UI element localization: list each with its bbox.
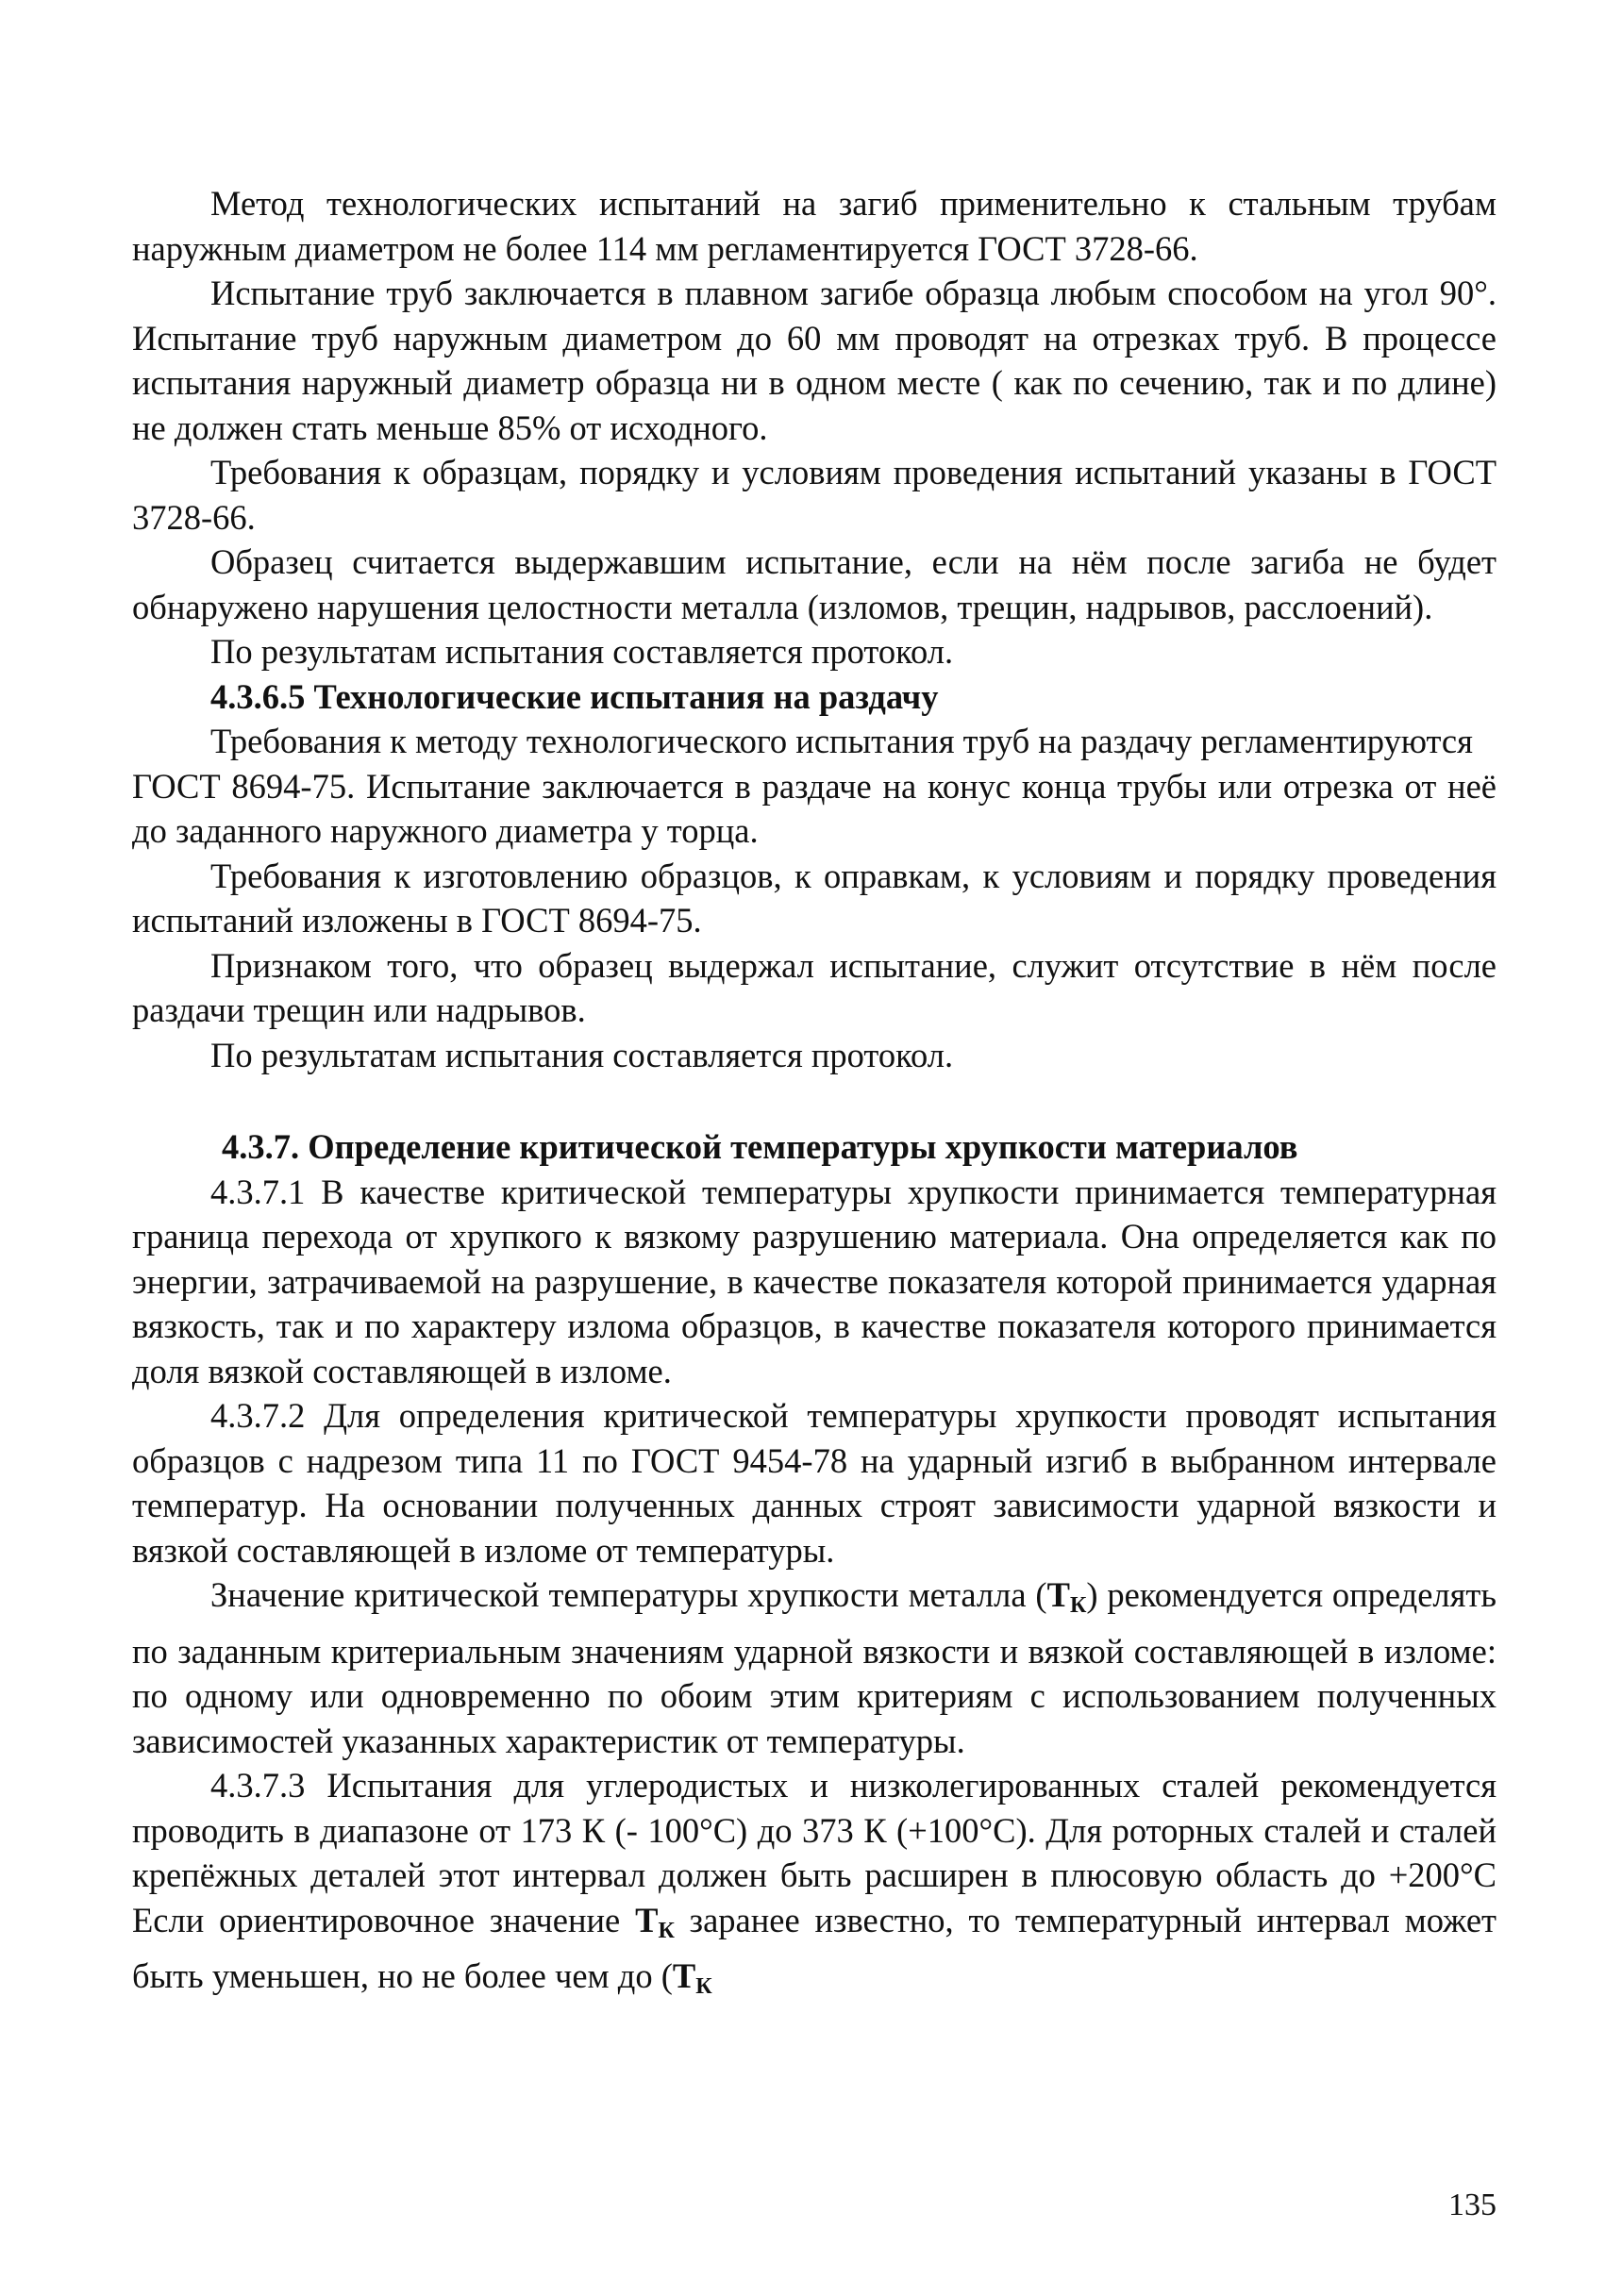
paragraph-4-3-7-1: 4.3.7.1 В качестве критической температуры хрупкости принимается температурная граница перехода от хрупкого к вязкому разрушению материала. Она определяется как по энергии, затрачиваемой на разрушение, в качестве показателя которой принимается ударная вязкость, так и по характеру излома образцов, в качестве показателя которого принимается доля вязкой составляющей в изломе.	[132, 1172, 1497, 1390]
paragraph-4-3-7-3	[132, 1763, 1497, 2010]
paragraph-4-3-7-2: 4.3.7.2 Для определения критической температуры хрупкости проводят испытания образцов с надрезом типа 11 по ГОСТ 9454-78 на ударный изгиб в выбранном интервале температур. На основании полученных данных строят зависимости ударной вязкости и вязкой составляющей в изломе от температуры.	[132, 1396, 1497, 1570]
paragraph-bend-test-method: Метод технологических испытаний на загиб применительно к стальным трубам наружным диаметром не более 114 мм регламентируется ГОСТ 3728-66.	[132, 184, 1497, 268]
paragraph-bend-test-requirements: Требования к образцам, порядку и условиям проведения испытаний указаны в ГОСТ 3728-66.	[132, 453, 1497, 537]
text-fragment: Значение критической температуры хрупкости металла (	[210, 1575, 1047, 1614]
symbol-tk: $Т_К$	[672, 1956, 712, 1999]
paragraph-bend-test-procedure: Испытание труб заключается в плавном загибе образца любым способом на угол 90°. Испытание труб наружным диаметром до 60 мм проводят на отрезках труб. В процессе испытания наружный диаметр образца ни в одном месте ( как по сечению, так и по длине) не должен стать меньше 85% от исходного.	[132, 274, 1497, 447]
text-fragment: заранее известно, то температурный интервал может быть уменьшен, но не более чем до (	[132, 1900, 1497, 1995]
page-number: 135	[1448, 2188, 1497, 2222]
paragraph-expansion-test-pass-criteria: Признаком того, что образец выдержал испытание, служит отсутствие в нём после раздачи трещин или надрывов.	[132, 945, 1497, 1029]
paragraph-expansion-test-requirements: Требования к методу технологического испытания труб на раздачу регламентируются	[210, 722, 1473, 760]
paragraph-bend-test-pass-criteria: Образец считается выдержавшим испытание, если на нём после загиба не будет обнаружено нарушения целостности металла (изломов, трещин, надрывов, расслоений).	[132, 542, 1497, 626]
paragraph-expansion-test-protocol: По результатам испытания составляется протокол.	[210, 1035, 954, 1074]
paragraph-critical-temperature-value	[132, 1572, 1497, 1763]
paragraph-bend-test-protocol: По результатам испытания составляется протокол.	[210, 632, 954, 671]
paragraph-expansion-test-specimens: Требования к изготовлению образцов, к оправкам, к условиям и порядку проведения испытаний изложены в ГОСТ 8694-75.	[132, 856, 1497, 940]
symbol-tk: $Т_К$	[1046, 1575, 1087, 1618]
symbol-tk: $Т_К$	[635, 1900, 675, 1943]
section-spacer	[132, 1077, 1497, 1124]
section-heading-brittleness-temperature: 4.3.7. Определение критической температуры хрупкости материалов	[222, 1127, 1298, 1166]
text-fragment: 4.3.7.3 Испытания для углеродистых и низколегированных сталей рекомендуется проводить в диапазоне от 173 К (- 100°С) до 373 К (+100°С). Для роторных сталей и сталей крепёжных деталей этот интервал должен быть расширен в плюсовую область до +200°С Если ориентировочное значение	[132, 1766, 1497, 1939]
section-heading-expansion-test: 4.3.6.5 Технологические испытания на раздачу	[210, 676, 939, 716]
paragraph-expansion-test-gost: ГОСТ 8694-75. Испытание заключается в раздаче на конус конца трубы или отрезка от неё до заданного наружного диаметра у торца.	[132, 766, 1497, 850]
text-fragment: ) рекомендуется определять по заданным критериальным значениям ударной вязкости и вязкой составляющей в изломе: по одному или одновременно по обоим этим критериям с использованием полученных зависимостей указанных характеристик от температуры.	[132, 1575, 1497, 1760]
